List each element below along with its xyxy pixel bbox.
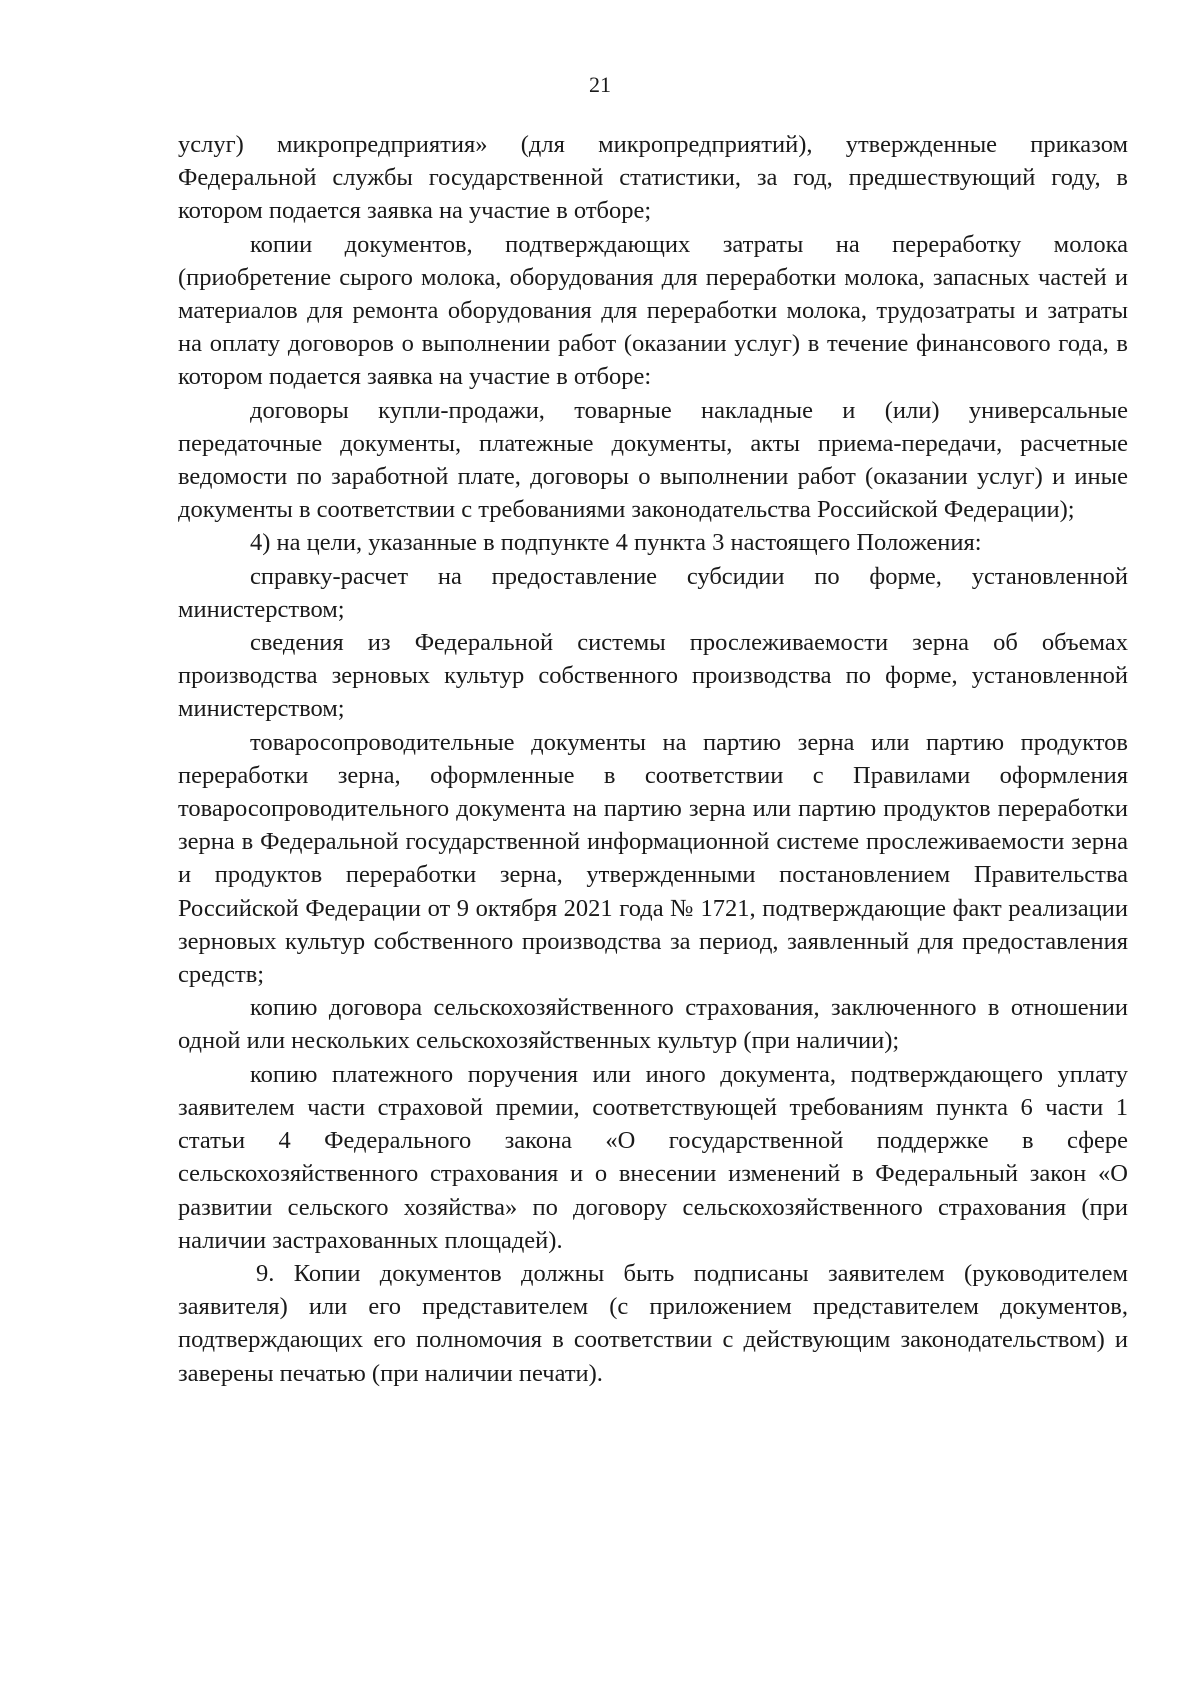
- paragraph-continuation: услуг) микропредприятия» (для микропредприятий), утвержденные приказом Федеральной службы государственной статистики, за год, предшествующий году, в котором подается заявка на участие в отборе;: [178, 131, 1128, 225]
- paragraph-shipping-documents: товаросопроводительные документы на партию зерна или партию продуктов переработки зерна, оформленные в соответствии с Правилами оформления товаросопроводительного документа на партию зерна или партию продуктов переработки зерна в Федеральной государственной информационной системе прослеживаемости зерна и продуктов переработки зерна, утвержденными постановлением Правительства Российской Федерации от 9 октября 2021 года № 1721, подтверждающие факт реализации зерновых культур собственного производства за период, заявленный для предоставления средств;: [178, 728, 1128, 989]
- paragraph-item-4: 4) на цели, указанные в подпункте 4 пункта 3 настоящего Положения:: [250, 529, 982, 557]
- paragraph-calculation-certificate: справку-расчет на предоставление субсидии по форме, установленной министерством;: [178, 562, 1128, 623]
- paragraph-item-9: 9. Копии документов должны быть подписаны заявителем (руководителем заявителя) или его представителем (с приложением представителем документов, подтверждающих его полномочия в соответствии с действующим законодательством) и заверены печатью (при наличии печати).: [178, 1259, 1128, 1387]
- paragraph-contracts-list: договоры купли-продажи, товарные накладные и (или) универсальные передаточные документы, платежные документы, акты приема-передачи, расчетные ведомости по заработной плате, договоры о выполнении работ (оказании услуг) и иные документы в соответствии с требованиями законодательства Российской Федерации);: [178, 396, 1128, 524]
- paragraph-payment-order: копию платежного поручения или иного документа, подтверждающего уплату заявителем части страховой премии, соответствующей требованиям пункта 6 части 1 статьи 4 Федерального закона «О государственной поддержке в сфере сельскохозяйственного страхования и о внесении изменений в Федеральный закон «О развитии сельского хозяйства» по договору сельскохозяйственного страхования (при наличии застрахованных площадей).: [178, 1060, 1128, 1254]
- page-number: 21: [589, 72, 611, 97]
- paragraph-milk-processing-costs: копии документов, подтверждающих затраты на переработку молока (приобретение сырого молока, оборудования для переработки молока, запасных частей и материалов для ремонта оборудования для переработки молока, трудозатраты и затраты на оплату договоров о выполнении работ (оказании услуг) в течение финансового года, в котором подается заявка на участие в отборе:: [178, 230, 1128, 391]
- document-body: [178, 128, 1128, 1390]
- paragraph-insurance-contract: копию договора сельскохозяйственного страхования, заключенного в отношении одной или нескольких сельскохозяйственных культур (при наличии);: [178, 994, 1128, 1055]
- paragraph-grain-traceability: сведения из Федеральной системы прослеживаемости зерна об объемах производства зерновых культур собственного производства по форме, установленной министерством;: [178, 629, 1128, 723]
